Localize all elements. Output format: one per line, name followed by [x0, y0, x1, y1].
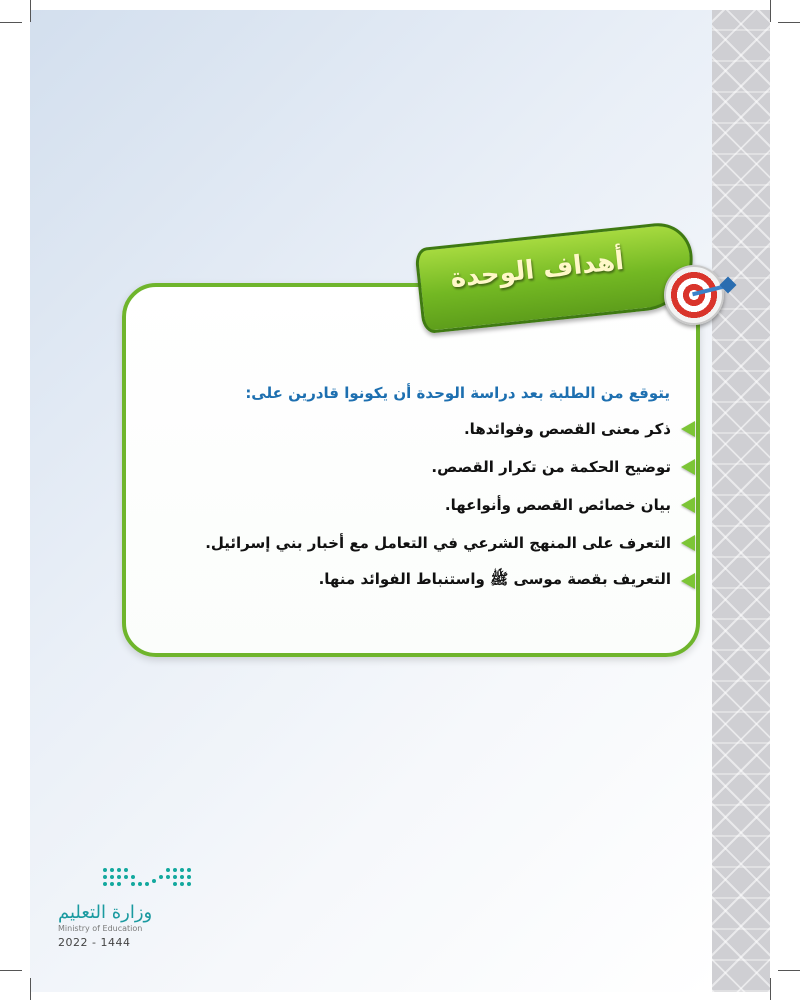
ministry-name-arabic: وزارة التعليم — [58, 902, 153, 923]
ministry-logo-dots — [103, 866, 193, 894]
crop-mark — [0, 22, 22, 23]
triangle-bullet-icon — [681, 573, 695, 589]
banner-title: أهداف الوحدة — [448, 245, 626, 294]
crop-mark — [778, 970, 800, 971]
objective-text: التعريف بقصة موسى ﷺ واستنباط الفوائد منها. — [318, 570, 671, 588]
triangle-bullet-icon — [681, 421, 695, 437]
objective-item — [150, 486, 695, 524]
triangle-bullet-icon — [681, 459, 695, 475]
ministry-name-english: Ministry of Education — [58, 924, 143, 933]
triangle-bullet-icon — [681, 497, 695, 513]
objective-item — [150, 562, 695, 600]
triangle-bullet-icon — [681, 535, 695, 551]
objective-text: بيان خصائص القصص وأنواعها. — [444, 496, 671, 514]
crop-mark — [770, 0, 771, 22]
intro-text: يتوقع من الطلبة بعد دراسة الوحدة أن يكونوا قادرين على: — [245, 384, 670, 402]
objective-item — [150, 524, 695, 562]
crop-mark — [30, 978, 31, 1000]
objectives-list — [150, 410, 695, 600]
side-pattern-strip — [712, 10, 770, 992]
crop-mark — [0, 970, 22, 971]
objective-text: ذكر معنى القصص وفوائدها. — [463, 420, 671, 438]
objective-text: توضيح الحكمة من تكرار القصص. — [431, 458, 671, 476]
edition-year: 2022 - 1444 — [58, 936, 131, 949]
objective-text: التعرف على المنهج الشرعي في التعامل مع أخبار بني إسرائيل. — [205, 534, 671, 552]
crop-mark — [30, 0, 31, 22]
crop-mark — [778, 22, 800, 23]
objective-item — [150, 448, 695, 486]
objective-item — [150, 410, 695, 448]
crop-mark — [770, 978, 771, 1000]
